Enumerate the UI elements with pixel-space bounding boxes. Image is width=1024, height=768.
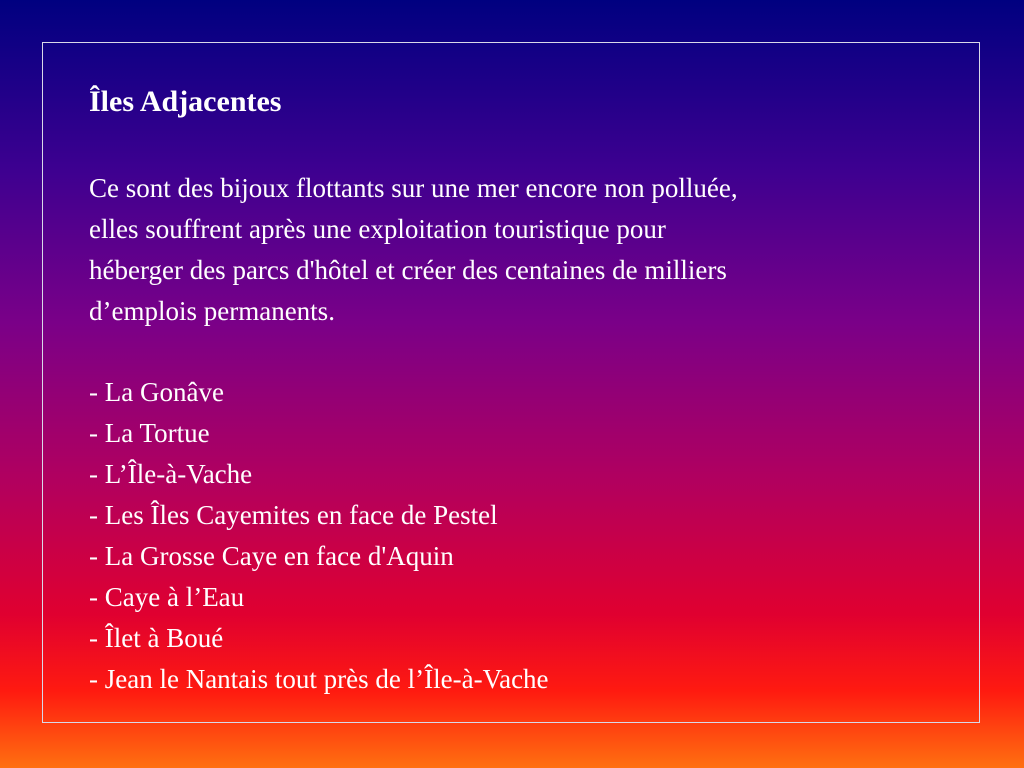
list-item: - Îlet à Boué <box>89 623 224 653</box>
list-item: - La Gonâve <box>89 377 224 407</box>
paragraph-line: elles souffrent après une exploitation touristique pour <box>89 214 666 244</box>
list-item: - Caye à l’Eau <box>89 582 245 612</box>
paragraph-line: héberger des parcs d'hôtel et créer des centaines de milliers <box>89 255 727 285</box>
island-list <box>89 372 549 700</box>
list-item: - Les Îles Cayemites en face de Pestel <box>89 500 498 530</box>
slide-title: Îles Adjacentes <box>89 85 282 118</box>
list-item: - L’Île-à-Vache <box>89 459 253 489</box>
intro-paragraph <box>89 168 939 332</box>
paragraph-line: d’emplois permanents. <box>89 296 335 326</box>
list-item: - Jean le Nantais tout près de l’Île-à-Vache <box>89 664 549 694</box>
list-item: - La Grosse Caye en face d'Aquin <box>89 541 454 571</box>
list-item: - La Tortue <box>89 418 210 448</box>
paragraph-line: Ce sont des bijoux flottants sur une mer encore non polluée, <box>89 173 738 203</box>
